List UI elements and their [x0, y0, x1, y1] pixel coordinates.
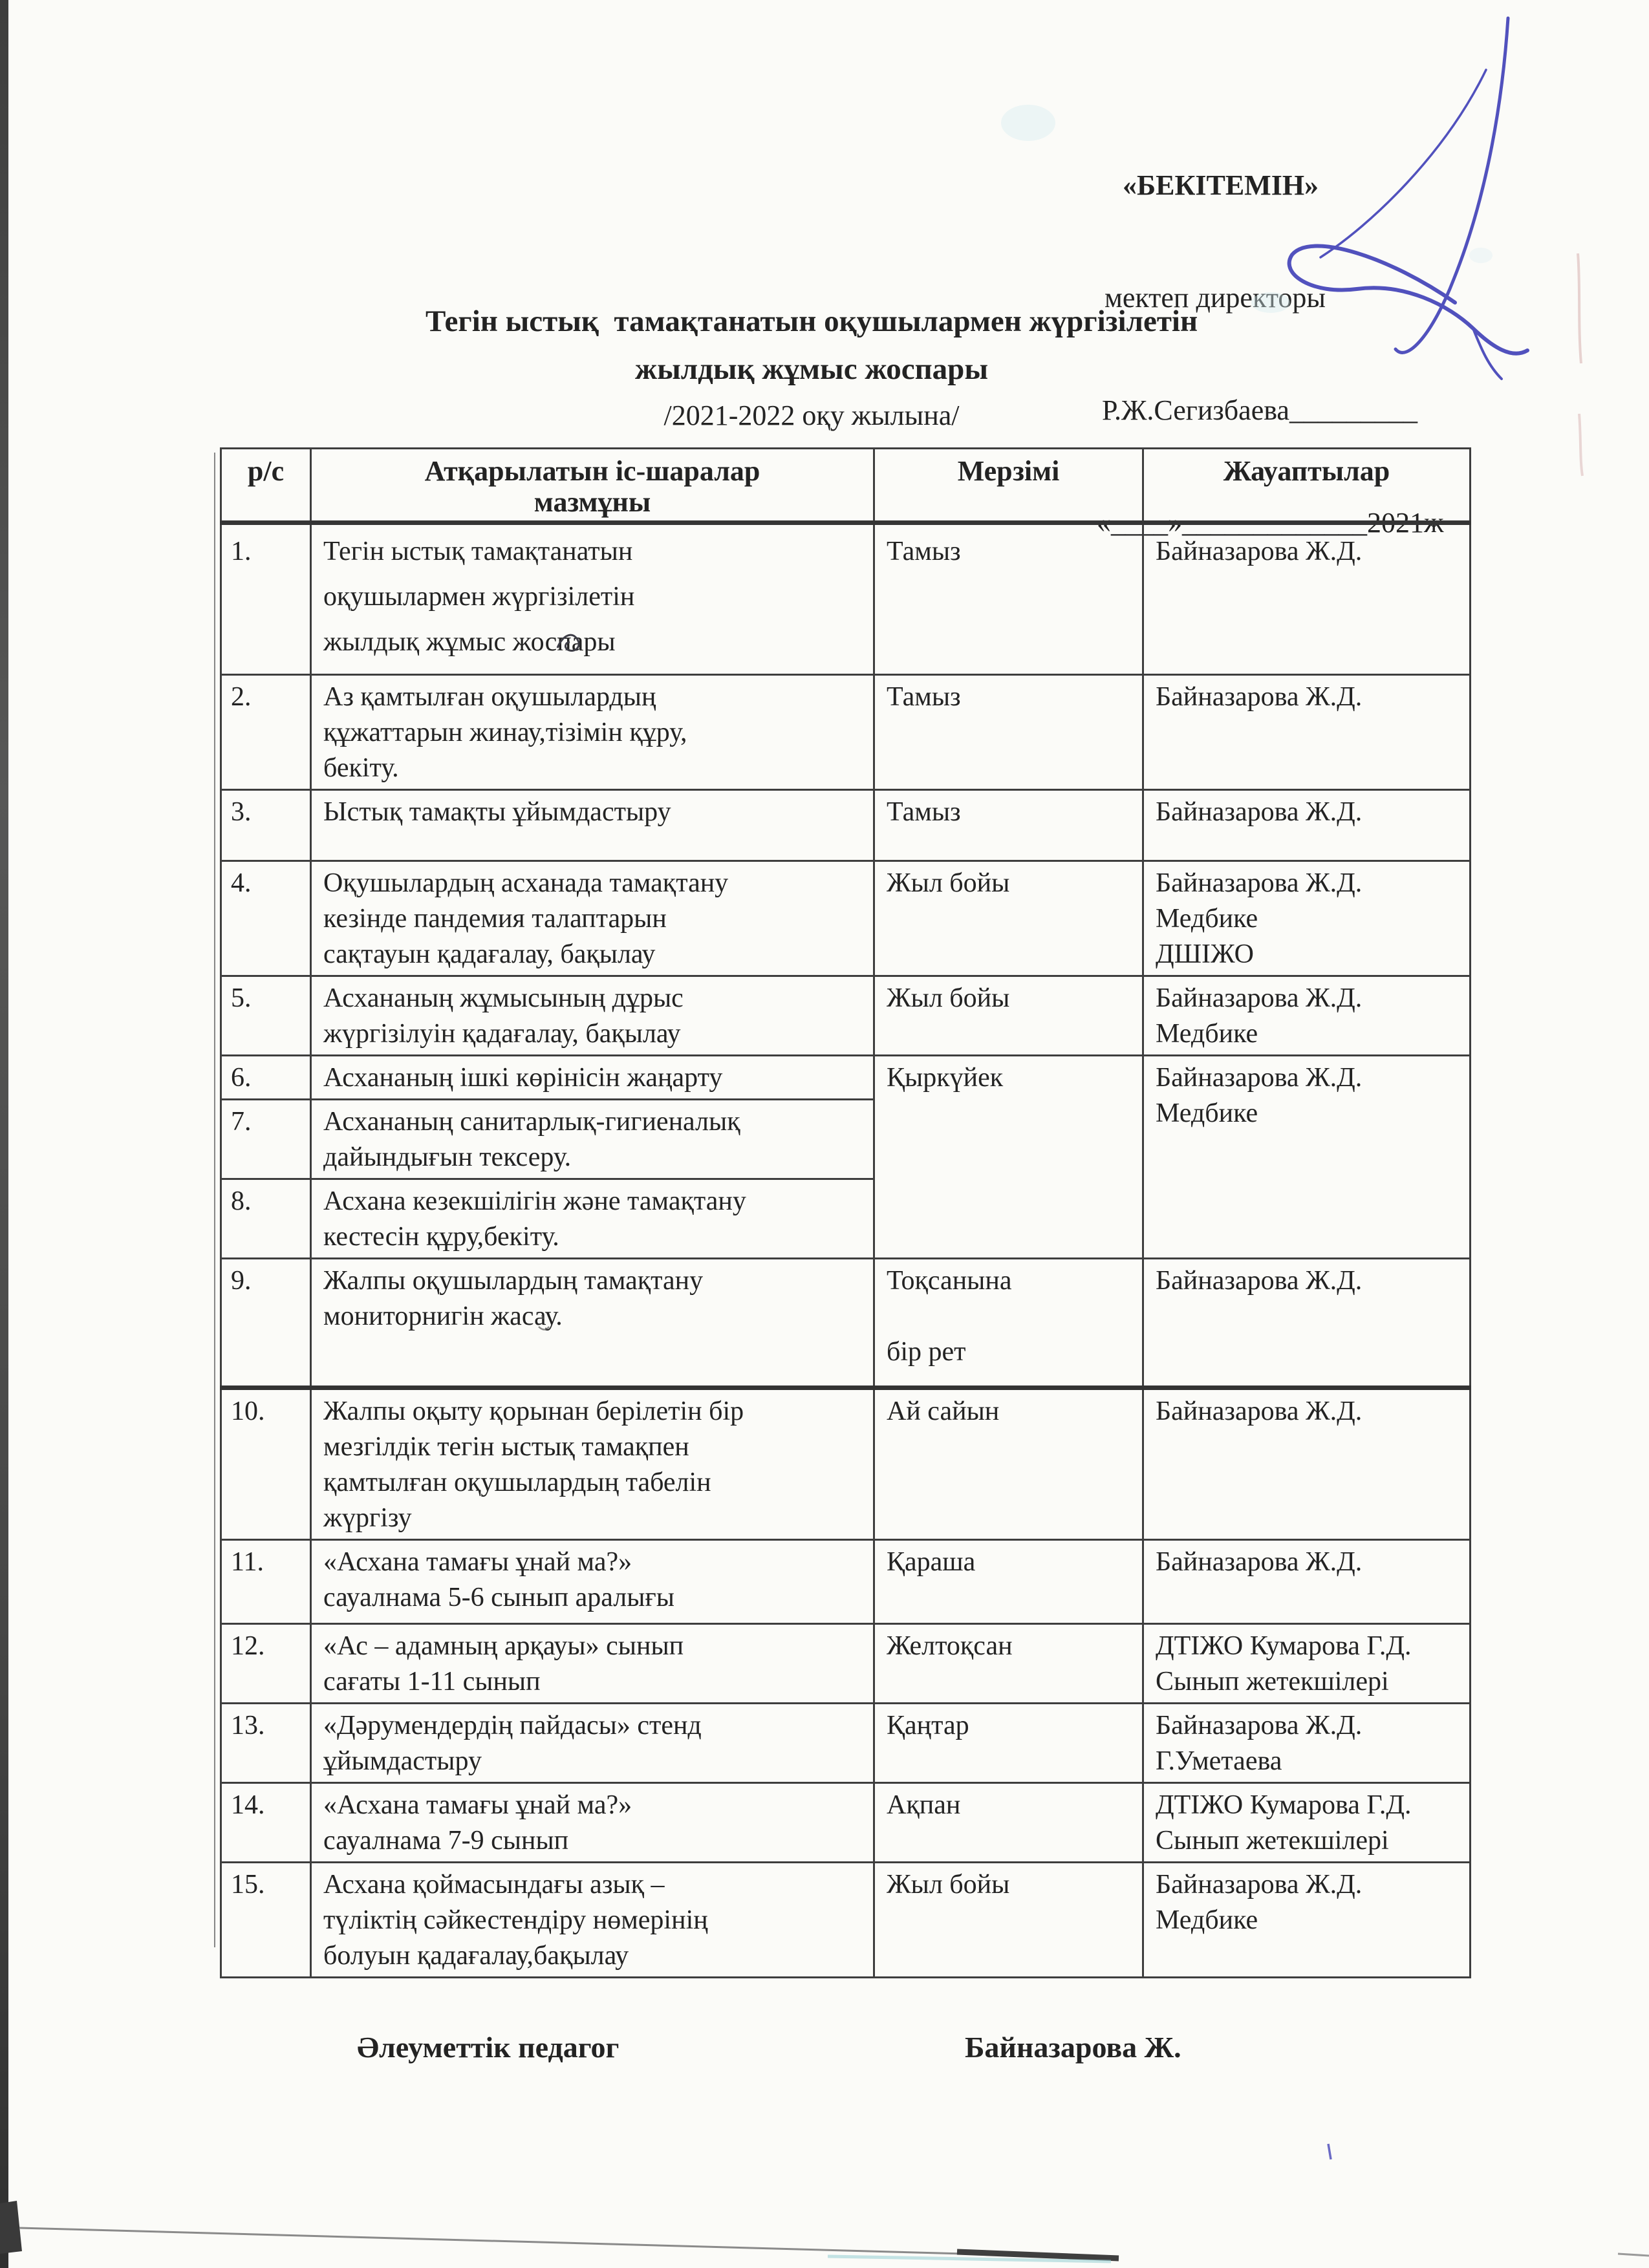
scan-bottom-line-right [1618, 2254, 1649, 2256]
table-row [221, 675, 1471, 790]
activity-cell: Оқушылардың асханада тамақтану кезінде пандемия талаптарын сақтауын қадағалау, бақылау [311, 861, 874, 976]
row-number: 6. [221, 1056, 311, 1100]
table-row [221, 1863, 1471, 1978]
row-number: 9. [221, 1259, 311, 1388]
scan-edge-strip [0, 0, 8, 2268]
table-row [221, 1540, 1471, 1624]
table-row [221, 523, 1471, 675]
row-number: 8. [221, 1179, 311, 1259]
approval-director-title: мектеп директоры [1105, 282, 1326, 314]
term-cell: Тамыз [874, 675, 1143, 790]
col-header-term: Мерзімі [874, 449, 1143, 523]
col-header-num: р/с [221, 449, 311, 523]
responsible-cell: Байназарова Ж.Д. [1143, 523, 1471, 675]
row-number: 3. [221, 790, 311, 861]
responsible-cell-merged: Байназарова Ж.Д. Медбике [1143, 1056, 1471, 1259]
term-cell: Тамыз [874, 790, 1143, 861]
row-number: 14. [221, 1783, 311, 1863]
col-header-responsible: Жауаптылар [1143, 449, 1471, 523]
term-cell: Жыл бойы [874, 976, 1143, 1056]
scan-bottom-line [19, 2228, 964, 2254]
row-number: 7. [221, 1100, 311, 1179]
responsible-cell: Байназарова Ж.Д. [1143, 1259, 1471, 1388]
term-cell: Жыл бойы [874, 861, 1143, 976]
activity-cell: «Дәрумендердің пайдасы» стенд ұйымдастыру [311, 1704, 874, 1783]
activity-cell: Ыстық тамақты ұйымдастыру [311, 790, 874, 861]
activity-cell: Асхана қоймасындағы азық – түліктің сәйкестендіру нөмерінің болуын қадағалау,бақылау [311, 1863, 874, 1978]
row-number: 10. [221, 1388, 311, 1540]
term-cell: Қараша [874, 1540, 1143, 1624]
term-cell: Тамыз [874, 523, 1143, 675]
row-number: 11. [221, 1540, 311, 1624]
term-cell: Тоқсанына бір рет [874, 1259, 1143, 1388]
row-number: 12. [221, 1624, 311, 1704]
scan-bottom-line-cyan [828, 2256, 1111, 2262]
row-number: 1. [221, 523, 311, 675]
table-row [221, 1056, 1471, 1100]
activity-cell: «Асхана тамағы ұнай ма?» сауалнама 5-6 сынып аралығы [311, 1540, 874, 1624]
table-row [221, 1783, 1471, 1863]
activity-cell: «Ас – адамның арқауы» сынып сағаты 1-11 сынып [311, 1624, 874, 1704]
title-line-1: Тегін ыстық тамақтанатын оқушылармен жүргізілетін [425, 305, 1198, 338]
approval-stamp-word: «БЕКІТЕМІН» [1123, 169, 1319, 201]
scan-blob [1001, 105, 1055, 141]
term-cell: Қаңтар [874, 1704, 1143, 1783]
responsible-cell: Байназарова Ж.Д. [1143, 675, 1471, 790]
table-row [221, 1704, 1471, 1783]
responsible-cell: Байназарова Ж.Д. Медбике ДШІЖО [1143, 861, 1471, 976]
activity-cell: Асхананың ішкі көрінісін жаңарту [311, 1056, 874, 1100]
term-cell: Жыл бойы [874, 1863, 1143, 1978]
work-plan-table [220, 447, 1471, 1978]
row-number: 4. [221, 861, 311, 976]
activity-cell: Жалпы оқушылардың тамақтану мониторнигін жасау. [311, 1259, 874, 1388]
document-title [13, 297, 1610, 438]
term-cell-merged: Қыркүйек [874, 1056, 1143, 1259]
table-row [221, 861, 1471, 976]
responsible-cell: Байназарова Ж.Д. Г.Уметаева [1143, 1704, 1471, 1783]
term-cell: Ақпан [874, 1783, 1143, 1863]
responsible-cell: ДТІЖО Кумарова Г.Д. Сынып жетекшілері [1143, 1624, 1471, 1704]
footer-name-label: Байназарова Ж. [965, 2031, 1181, 2064]
table-row [221, 1388, 1471, 1540]
activity-cell: Аз қамтылған оқушылардың құжаттарын жинау,тізімін құру, бекіту. [311, 675, 874, 790]
row-number: 13. [221, 1704, 311, 1783]
footer-position-label: Әлеуметтік педагог [357, 2031, 620, 2064]
table-row [221, 1259, 1471, 1388]
responsible-cell: Байназарова Ж.Д. [1143, 790, 1471, 861]
col-header-activity: Атқарылатын іс-шаралар мазмұны [311, 449, 874, 523]
activity-cell: «Асхана тамағы ұнай ма?» сауалнама 7-9 сынып [311, 1783, 874, 1863]
term-cell: Ай сайын [874, 1388, 1143, 1540]
ink-tick [1328, 2144, 1331, 2159]
activity-cell: Асхананың жұмысының дұрыс жүргізілуін қадағалау, бақылау [311, 976, 874, 1056]
term-cell: Желтоқсан [874, 1624, 1143, 1704]
row-number: 15. [221, 1863, 311, 1978]
activity-cell: Тегін ыстық тамақтанатын оқушылармен жүргізілетін жылдық жұмыс жоспары [311, 523, 874, 675]
responsible-cell: ДТІЖО Кумарова Г.Д. Сынып жетекшілері [1143, 1783, 1471, 1863]
title-line-2: жылдық жұмыс жоспары [634, 352, 989, 386]
activity-cell: Асхананың санитарлық-гигиеналық дайындығын тексеру. [311, 1100, 874, 1179]
table-row [221, 976, 1471, 1056]
responsible-cell: Байназарова Ж.Д. Медбике [1143, 976, 1471, 1056]
responsible-cell: Байназарова Ж.Д. [1143, 1388, 1471, 1540]
title-line-3: /2021-2022 оқу жылына/ [663, 400, 960, 431]
responsible-cell: Байназарова Ж.Д. [1143, 1540, 1471, 1624]
table-row [221, 1624, 1471, 1704]
activity-cell: Жалпы оқыту қорынан берілетін бір мезгілдік тегін ыстық тамақпен қамтылған оқушылардың табелін жүргізу [311, 1388, 874, 1540]
table-row [221, 790, 1471, 861]
activity-cell: Асхана кезекшілігін және тамақтану кестесін құру,бекіту. [311, 1179, 874, 1259]
row-number: 5. [221, 976, 311, 1056]
responsible-cell: Байназарова Ж.Д. Медбике [1143, 1863, 1471, 1978]
approval-date-line: «____»_____________2021ж [1097, 507, 1444, 539]
scan-bottom-line-dark [957, 2252, 1119, 2258]
table-header-row [221, 449, 1471, 523]
approval-director-name: Р.Ж.Сегизбаева_________ [1102, 394, 1417, 426]
row-number: 2. [221, 675, 311, 790]
